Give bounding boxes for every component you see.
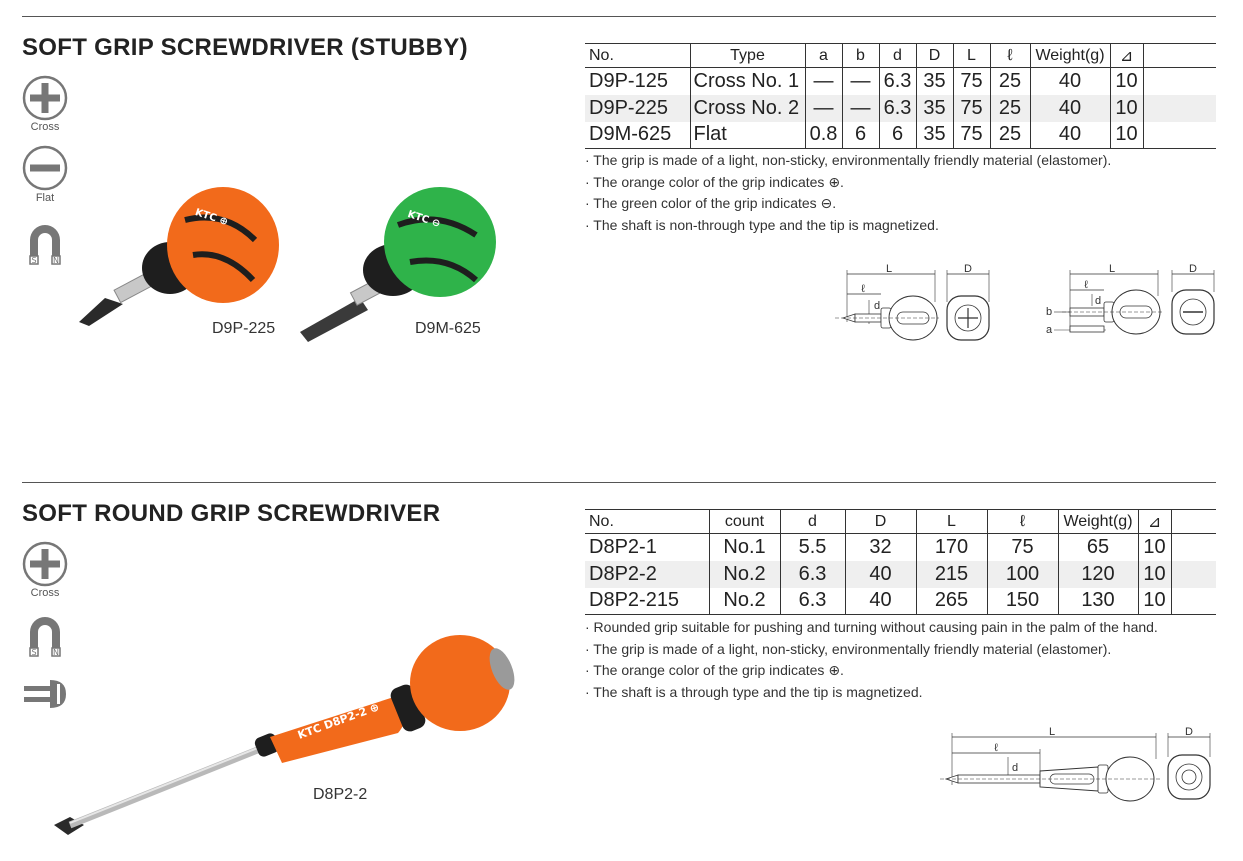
dim-label-l: ℓ (1084, 279, 1088, 291)
table-row (585, 561, 1216, 588)
spec-table-round-grip (585, 509, 1216, 615)
cell-no: D8P2-215 (585, 588, 709, 615)
col-header-l-large: L (953, 44, 990, 68)
cell-D: 35 (916, 95, 953, 122)
flat-icon (22, 145, 68, 191)
col-header-d-large: D (916, 44, 953, 68)
col-header-weight: Weight(g) (1058, 510, 1138, 534)
table-row (585, 588, 1216, 615)
cell-L: 75 (953, 68, 990, 95)
cell-L: 75 (953, 122, 990, 149)
cell-no: D9P-125 (589, 69, 668, 92)
dim-label-d: d (874, 300, 881, 312)
note-line: · Rounded grip suitable for pushing and turning without causing pain in the palm of the hand. (585, 619, 1158, 635)
cell-l: 25 (990, 95, 1030, 122)
table-header-row (585, 44, 1216, 68)
dim-label-L: L (1108, 263, 1116, 275)
cell-pack: 10 (1110, 122, 1143, 149)
cell-weight: 40 (1030, 122, 1110, 149)
table-row (585, 534, 1216, 561)
col-header-no: No. (585, 44, 690, 68)
cell-D: 40 (845, 588, 916, 615)
cell-d: 6.3 (879, 68, 916, 95)
cell-weight: 130 (1058, 588, 1138, 615)
cell-weight: 40 (1030, 68, 1110, 95)
dimension-diagram-flat-stubby (1042, 262, 1222, 352)
dim-label-d: d (1095, 295, 1102, 307)
note-line: · The green color of the grip indicates ⊖. (585, 195, 837, 211)
cell-type: Cross No. 1 (690, 68, 805, 95)
cell-D: 35 (916, 122, 953, 149)
cell-L: 75 (953, 95, 990, 122)
product-image-d9p-225 (75, 180, 285, 330)
cell-blank (1143, 95, 1216, 122)
cell-D: 32 (845, 534, 916, 561)
cell-blank (1171, 561, 1216, 588)
cell-l: 150 (987, 588, 1058, 615)
feature-notes-stubby (585, 150, 1111, 236)
col-header-pack-icon: ⊿ (1138, 510, 1171, 534)
spec-table-stubby (585, 43, 1216, 149)
col-header-type: Type (690, 44, 805, 68)
cell-pack: 10 (1138, 561, 1171, 588)
cell-weight: 65 (1058, 534, 1138, 561)
svg-text:N: N (53, 256, 59, 265)
dim-label-d: d (1012, 762, 1019, 774)
col-header-blank (1143, 44, 1216, 68)
table-row (585, 122, 1216, 149)
section-title-round-grip: SOFT ROUND GRIP SCREWDRIVER (22, 500, 441, 527)
product-label-d9p-225: D9P-225 (212, 320, 276, 337)
cell-a: — (805, 68, 842, 95)
cell-blank (1143, 68, 1216, 95)
cell-L: 215 (916, 561, 987, 588)
cell-b: — (842, 68, 879, 95)
cell-L: 170 (916, 534, 987, 561)
svg-text:N: N (53, 648, 59, 657)
flat-icon-caption: Flat (35, 192, 55, 204)
cell-d: 6.3 (879, 95, 916, 122)
cell-L: 265 (916, 588, 987, 615)
cell-blank (1171, 588, 1216, 615)
cross-icon-caption: Cross (30, 587, 60, 599)
cell-no: D8P2-2 (585, 561, 709, 588)
col-header-l-small: ℓ (987, 510, 1058, 534)
dimension-diagram-round-grip (940, 725, 1220, 805)
svg-text:KTC D8P2-2 ⊕: KTC D8P2-2 ⊕ (295, 700, 381, 742)
svg-text:KTC ⊕: KTC ⊕ (193, 207, 230, 229)
note-line: · The orange color of the grip indicates ⊕. (585, 173, 844, 190)
section-title-stubby: SOFT GRIP SCREWDRIVER (STUBBY) (22, 34, 468, 61)
dim-label-l: ℓ (861, 283, 865, 295)
dim-label-l: ℓ (994, 742, 998, 754)
col-header-l-small: ℓ (990, 44, 1030, 68)
cell-b: 6 (842, 122, 879, 149)
cell-a: — (805, 95, 842, 122)
cell-d: 6.3 (780, 588, 845, 615)
col-header-d-small: d (780, 510, 845, 534)
cell-l: 75 (987, 534, 1058, 561)
table-header-row (585, 510, 1216, 534)
table-row (585, 68, 1216, 95)
dim-label-L: L (885, 263, 893, 275)
cell-a: 0.8 (805, 122, 842, 149)
magnet-icon (24, 220, 66, 266)
cell-pack: 10 (1138, 588, 1171, 615)
dim-label-D: D (1185, 726, 1193, 738)
cell-blank (1171, 534, 1216, 561)
cell-b: — (842, 95, 879, 122)
cell-l: 100 (987, 561, 1058, 588)
cell-type: Flat (690, 122, 805, 149)
col-header-d-large: D (845, 510, 916, 534)
cross-icon (22, 75, 68, 121)
cross-icon-caption: Cross (30, 121, 60, 133)
col-header-pack-icon: ⊿ (1110, 44, 1143, 68)
section-divider-top (22, 16, 1216, 17)
cell-type: Cross No. 2 (690, 95, 805, 122)
col-header-weight: Weight(g) (1030, 44, 1110, 68)
cell-l: 25 (990, 122, 1030, 149)
cell-D: 35 (916, 68, 953, 95)
feature-notes-round-grip (585, 617, 1158, 703)
note-line: · The grip is made of a light, non-sticky, environmentally friendly material (elastomer). (585, 640, 1112, 657)
svg-text:S: S (31, 256, 37, 265)
dim-label-b: b (1046, 306, 1053, 318)
note-line: · The shaft is a through type and the tip is magnetized. (585, 683, 923, 700)
cell-pack: 10 (1110, 68, 1143, 95)
cell-D: 40 (845, 561, 916, 588)
cell-d: 5.5 (780, 534, 845, 561)
section-divider-middle (22, 482, 1216, 483)
svg-text:S: S (31, 648, 37, 657)
svg-text:KTC ⊖: KTC ⊖ (406, 209, 442, 230)
cross-icon (22, 541, 68, 587)
col-header-l-large: L (916, 510, 987, 534)
product-image-d8p2-2 (50, 625, 530, 840)
col-header-a: a (805, 44, 842, 68)
cell-d: 6.3 (780, 561, 845, 588)
cell-count: No.2 (709, 588, 780, 615)
col-header-count: count (709, 510, 780, 534)
dim-label-a: a (1046, 324, 1053, 336)
cell-no: D9M-625 (585, 122, 690, 149)
note-line: · The orange color of the grip indicates ⊕. (585, 662, 844, 678)
cell-l: 25 (990, 68, 1030, 95)
dim-label-L: L (1048, 726, 1056, 738)
cell-count: No.2 (709, 561, 780, 588)
cell-d: 6 (879, 122, 916, 149)
cell-weight: 120 (1058, 561, 1138, 588)
cell-blank (1143, 122, 1216, 149)
cell-pack: 10 (1110, 95, 1143, 122)
cell-no: D8P2-1 (589, 535, 657, 558)
dimension-diagram-cross-stubby (835, 262, 1005, 352)
dim-label-D: D (964, 263, 972, 275)
col-header-b: b (842, 44, 879, 68)
cell-no: D9P-225 (585, 95, 690, 122)
cell-pack: 10 (1138, 534, 1171, 561)
dim-label-D: D (1189, 263, 1197, 275)
note-line: · The shaft is non-through type and the tip is magnetized. (585, 216, 939, 233)
product-label-d8p2-2: D8P2-2 (313, 786, 368, 803)
product-label-d9m-625: D9M-625 (415, 320, 481, 337)
cell-count: No.1 (709, 534, 780, 561)
table-row (585, 95, 1216, 122)
col-header-no: No. (585, 510, 709, 534)
col-header-blank (1171, 510, 1216, 534)
cell-weight: 40 (1030, 95, 1110, 122)
col-header-d-small: d (879, 44, 916, 68)
note-line: · The grip is made of a light, non-sticky, environmentally friendly material (elastomer). (585, 152, 1112, 168)
